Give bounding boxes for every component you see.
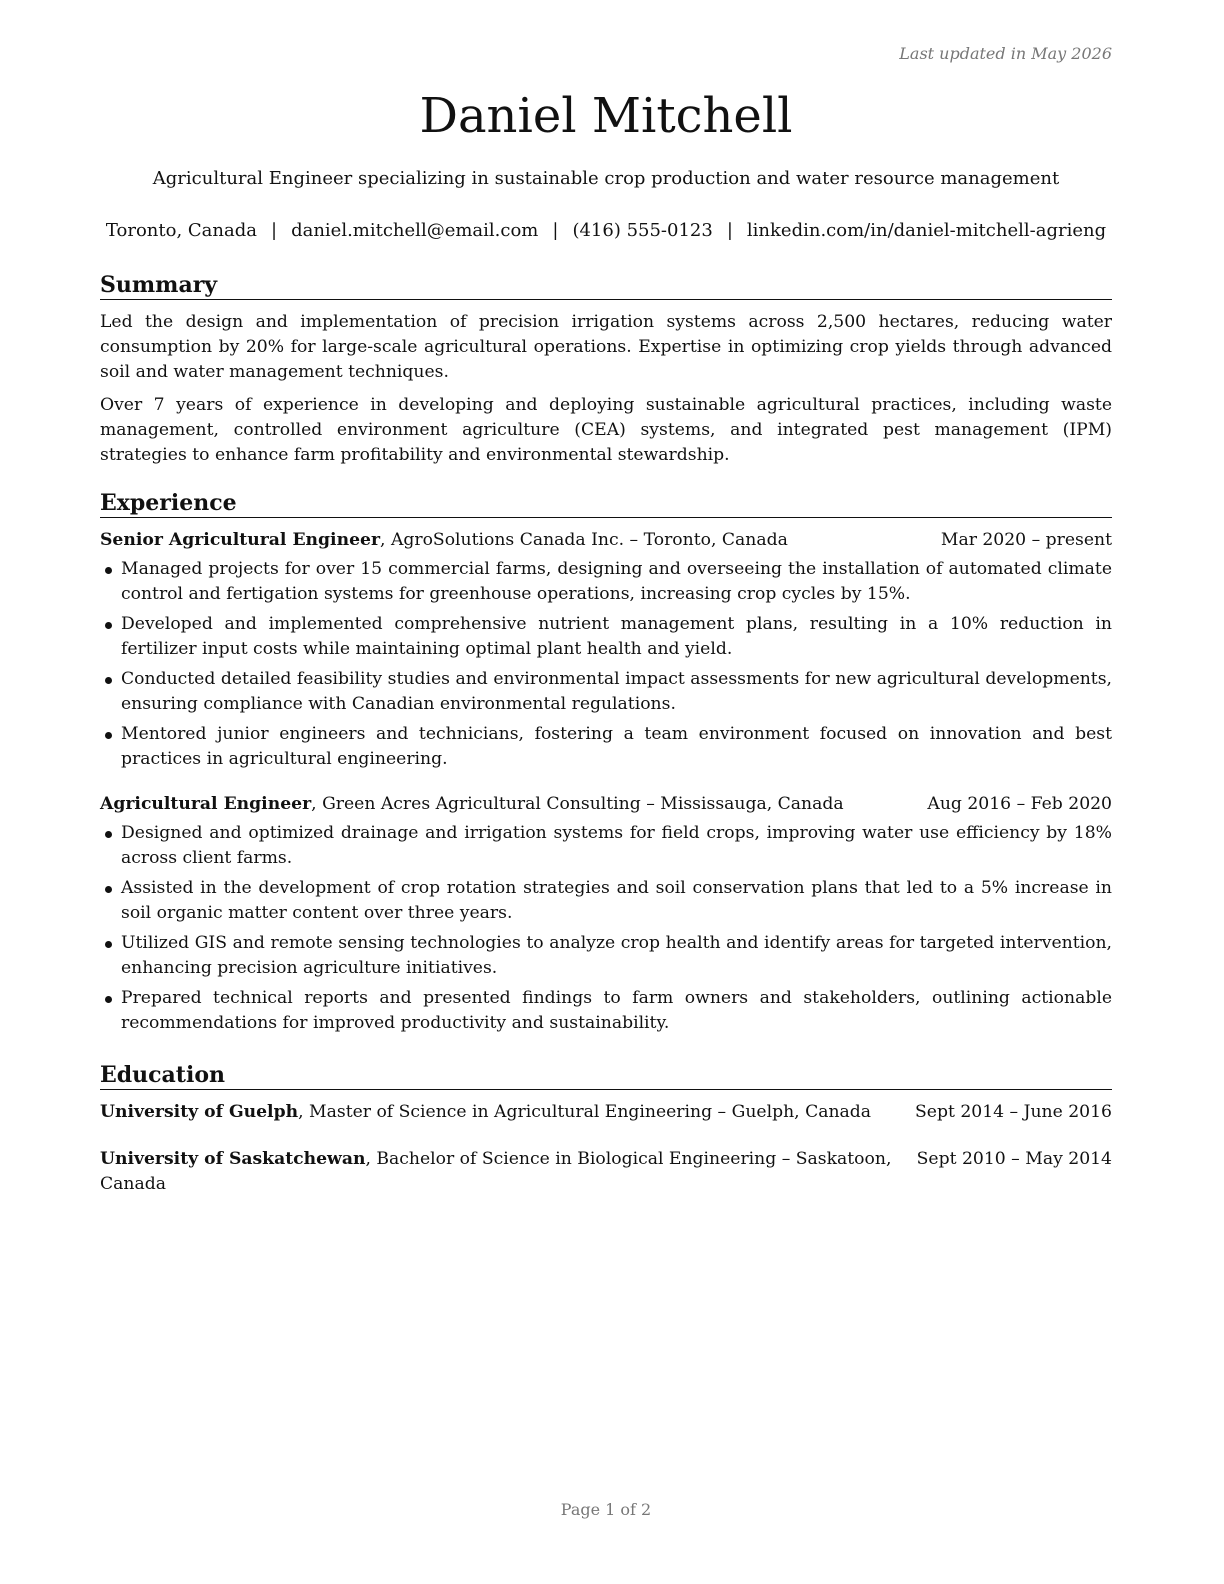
job-organization: , AgroSolutions Canada Inc. – Toronto, Canada (380, 530, 788, 550)
job-bullets (100, 557, 1112, 772)
candidate-name: Daniel Mitchell (419, 88, 793, 144)
school-name: University of Guelph (100, 1102, 299, 1122)
job-organization: , Green Acres Agricultural Consulting – Mississauga, Canada (311, 794, 844, 814)
summary-paragraph: Over 7 years of experience in developing and deploying sustainable agricultural practices, including waste management, controlled environment agriculture (CEA) systems, and integrated pest management (IPM) strategies to enhance farm profitability and environmental stewardship. (100, 395, 1112, 465)
job-dates: Mar 2020 – present (940, 530, 1112, 550)
bullet-item: Designed and optimized drainage and irrigation systems for field crops, improving water use efficiency by 18% across client farms. (100, 821, 1112, 871)
degree-detail: , Bachelor of Science in Biological Engineering – Saskatoon, Canada (100, 1149, 892, 1194)
contact-separator: | (552, 220, 559, 241)
education-entry (100, 1100, 1112, 1125)
contact-line (80, 218, 1132, 244)
contact-email[interactable]: daniel.mitchell@email.com (291, 220, 539, 241)
bullet-item: Mentored junior engineers and technicians, fostering a team environment focused on innovation and best practices in agricultural engineering. (100, 722, 1112, 772)
candidate-tagline: Agricultural Engineer specializing in sustainable crop production and water resource management (152, 168, 1060, 189)
job-role: Agricultural Engineer (100, 794, 312, 814)
contact-linkedin[interactable]: linkedin.com/in/daniel-mitchell-agrieng (746, 220, 1107, 241)
degree-detail: , Master of Science in Agricultural Engineering – Guelph, Canada (298, 1102, 872, 1122)
resume-page (100, 0, 1112, 1584)
job-entry (100, 792, 1112, 1036)
bullet-item: Developed and implemented comprehensive nutrient management plans, resulting in a 10% reduction in fertilizer input costs while maintaining optimal plant health and yield. (100, 612, 1112, 662)
school-name: University of Saskatchewan (100, 1149, 366, 1169)
experience-heading: Experience (100, 489, 1112, 518)
education-entry (100, 1147, 1112, 1197)
education-dates: Sept 2010 – May 2014 (916, 1149, 1112, 1169)
job-header (100, 792, 1112, 817)
last-updated-note: Last updated in May 2026 (899, 44, 1112, 63)
experience-section (100, 489, 1112, 1056)
job-bullets (100, 821, 1112, 1036)
bullet-item: Conducted detailed feasibility studies and environmental impact assessments for new agricultural developments, ensuring compliance with Canadian environmental regulations. (100, 667, 1112, 717)
summary-paragraph: Led the design and implementation of precision irrigation systems across 2,500 hectares, reducing water consumption by 20% for large-scale agricultural operations. Expertise in optimizing crop yields through advanced soil and water management techniques. (100, 312, 1112, 382)
contact-location: Toronto, Canada (105, 220, 257, 241)
job-role: Senior Agricultural Engineer (100, 530, 381, 550)
job-entry (100, 528, 1112, 772)
bullet-item: Prepared technical reports and presented findings to farm owners and stakeholders, outlining actionable recommendations for improved productivity and sustainability. (100, 986, 1112, 1036)
job-dates: Aug 2016 – Feb 2020 (927, 794, 1112, 814)
education-heading: Education (100, 1061, 1112, 1090)
education-dates: Sept 2014 – June 2016 (915, 1102, 1112, 1122)
contact-separator: | (726, 220, 733, 241)
contact-phone[interactable]: (416) 555-0123 (572, 220, 713, 241)
summary-section (100, 271, 1112, 476)
contact-separator: | (270, 220, 278, 241)
job-header (100, 528, 1112, 553)
education-section (100, 1061, 1112, 1219)
summary-heading: Summary (100, 271, 1112, 300)
page-number: Page 1 of 2 (560, 1500, 652, 1519)
bullet-item: Utilized GIS and remote sensing technologies to analyze crop health and identify areas for targeted intervention, enhancing precision agriculture initiatives. (100, 931, 1112, 981)
bullet-item: Managed projects for over 15 commercial farms, designing and overseeing the installation of automated climate control and fertigation systems for greenhouse operations, increasing crop cycles by 15%. (100, 557, 1112, 607)
bullet-item: Assisted in the development of crop rotation strategies and soil conservation plans that led to a 5% increase in soil organic matter content over three years. (100, 876, 1112, 926)
